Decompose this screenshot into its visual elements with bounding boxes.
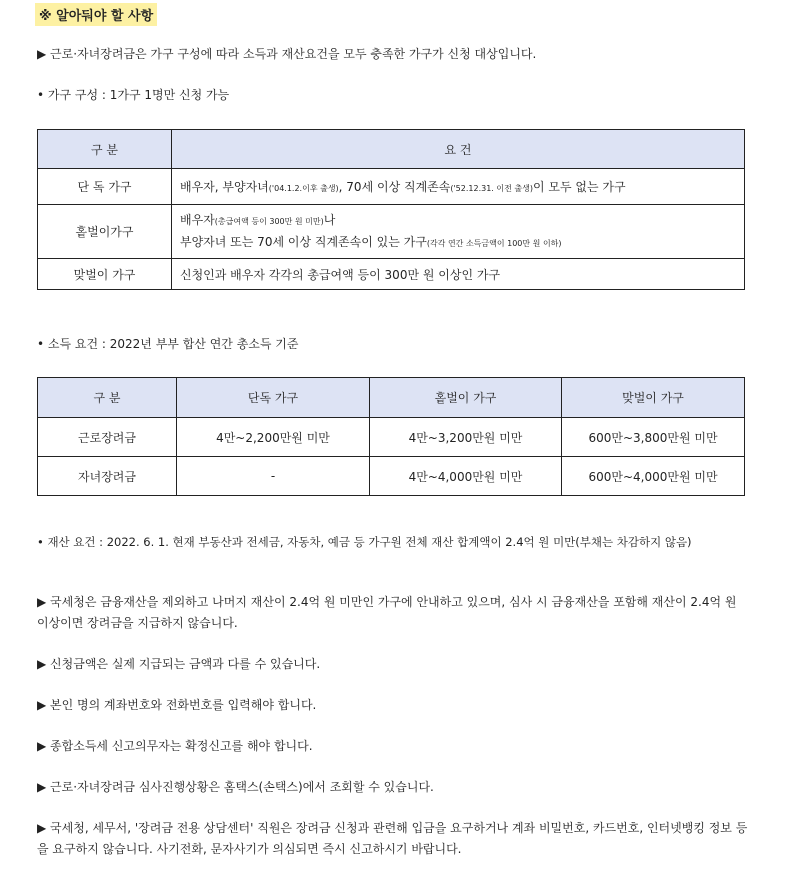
table-header-cell: 요 건 — [172, 130, 745, 169]
content-small: (각각 연간 소득금액이 100만 원 이하) — [426, 238, 562, 248]
table-cell: 4만~4,000만원 미만 — [370, 457, 562, 496]
table-cell: 자녀장려금 — [38, 457, 177, 496]
household-note: • 가구 구성 : 1가구 1명만 신청 가능 — [37, 88, 230, 102]
notice-item: ▶ 본인 명의 계좌번호와 전화번호를 입력해야 합니다. — [37, 698, 317, 712]
table-header-row — [38, 378, 745, 418]
row-content — [172, 169, 745, 205]
table-header-cell: 단독 가구 — [177, 378, 370, 418]
table-header-cell: 홑벌이 가구 — [370, 378, 562, 418]
table-row — [38, 205, 745, 259]
row-content: 신청인과 배우자 각각의 총급여액 등이 300만 원 이상인 가구 — [172, 259, 745, 290]
table-row — [38, 418, 745, 457]
table-cell: 600만~4,000만원 미만 — [562, 457, 745, 496]
content-small: ('52.12.31. 이전 출생) — [450, 184, 533, 193]
row-label: 맞벌이 가구 — [38, 259, 172, 290]
content-text: 배우자, 부양자녀 — [180, 180, 269, 194]
asset-note: • 재산 요건 : 2022. 6. 1. 현재 부동산과 전세금, 자동차, 예금 등 가구원 전체 재산 합계액이 2.4억 원 미만(부채는 차감하지 않음) — [37, 535, 692, 549]
intro-text: ▶ 근로·자녀장려금은 가구 구성에 따라 소득과 재산요건을 모두 충족한 가구가 신청 대상입니다. — [37, 47, 537, 61]
content-text: 이 모두 없는 가구 — [532, 180, 626, 194]
notice-item: ▶ 신청금액은 실제 지급되는 금액과 다를 수 있습니다. — [37, 657, 321, 671]
content-text: 배우자 — [180, 212, 215, 227]
row-content — [172, 205, 745, 259]
table-cell: 근로장려금 — [38, 418, 177, 457]
notice-item: ▶ 국세청, 세무서, '장려금 전용 상담센터' 직원은 장려금 신청과 관련해 입금을 요구하거나 계좌 비밀번호, 카드번호, 인터넷뱅킹 정보 등을 요구하지 않습니다. 사기전화, 문자사기가 의심되면 즉시 신고하시기 바랍니다. — [37, 821, 748, 856]
household-table — [37, 129, 745, 290]
table-cell: - — [177, 457, 370, 496]
notice-item: ▶ 종합소득세 신고의무자는 확정신고를 해야 합니다. — [37, 739, 313, 753]
notice-item: ▶ 국세청은 금융재산을 제외하고 나머지 재산이 2.4억 원 미만인 가구에 안내하고 있으며, 심사 시 금융재산을 포함해 재산이 2.4억 원 이상이면 장려금을 지급하지 않습니다. — [37, 595, 737, 630]
page-title: ※ 알아둬야 할 사항 — [35, 3, 157, 26]
row-label: 단 독 가구 — [38, 169, 172, 205]
notice-item: ▶ 근로·자녀장려금 심사진행상황은 홈택스(손택스)에서 조회할 수 있습니다. — [37, 780, 434, 794]
content-text: 나 — [323, 212, 336, 227]
content-small: (총급여액 등이 300만 원 미만) — [214, 216, 324, 226]
table-header-cell: 구 분 — [38, 378, 177, 418]
content-small: ('04.1.2.이후 출생) — [268, 184, 339, 193]
table-cell: 4만~3,200만원 미만 — [370, 418, 562, 457]
table-row — [38, 169, 745, 205]
row-label: 홑벌이가구 — [38, 205, 172, 259]
content-text: 부양자녀 또는 70세 이상 직계존속이 있는 가구 — [180, 234, 427, 249]
income-note: • 소득 요건 : 2022년 부부 합산 연간 총소득 기준 — [37, 337, 299, 351]
content-text: , 70세 이상 직계존속 — [338, 180, 451, 194]
table-cell: 4만~2,200만원 미만 — [177, 418, 370, 457]
table-row — [38, 457, 745, 496]
table-header-cell: 구 분 — [38, 130, 172, 169]
table-row — [38, 259, 745, 290]
table-header-row — [38, 130, 745, 169]
table-cell: 600만~3,800만원 미만 — [562, 418, 745, 457]
income-table — [37, 377, 745, 496]
table-header-cell: 맞벌이 가구 — [562, 378, 745, 418]
